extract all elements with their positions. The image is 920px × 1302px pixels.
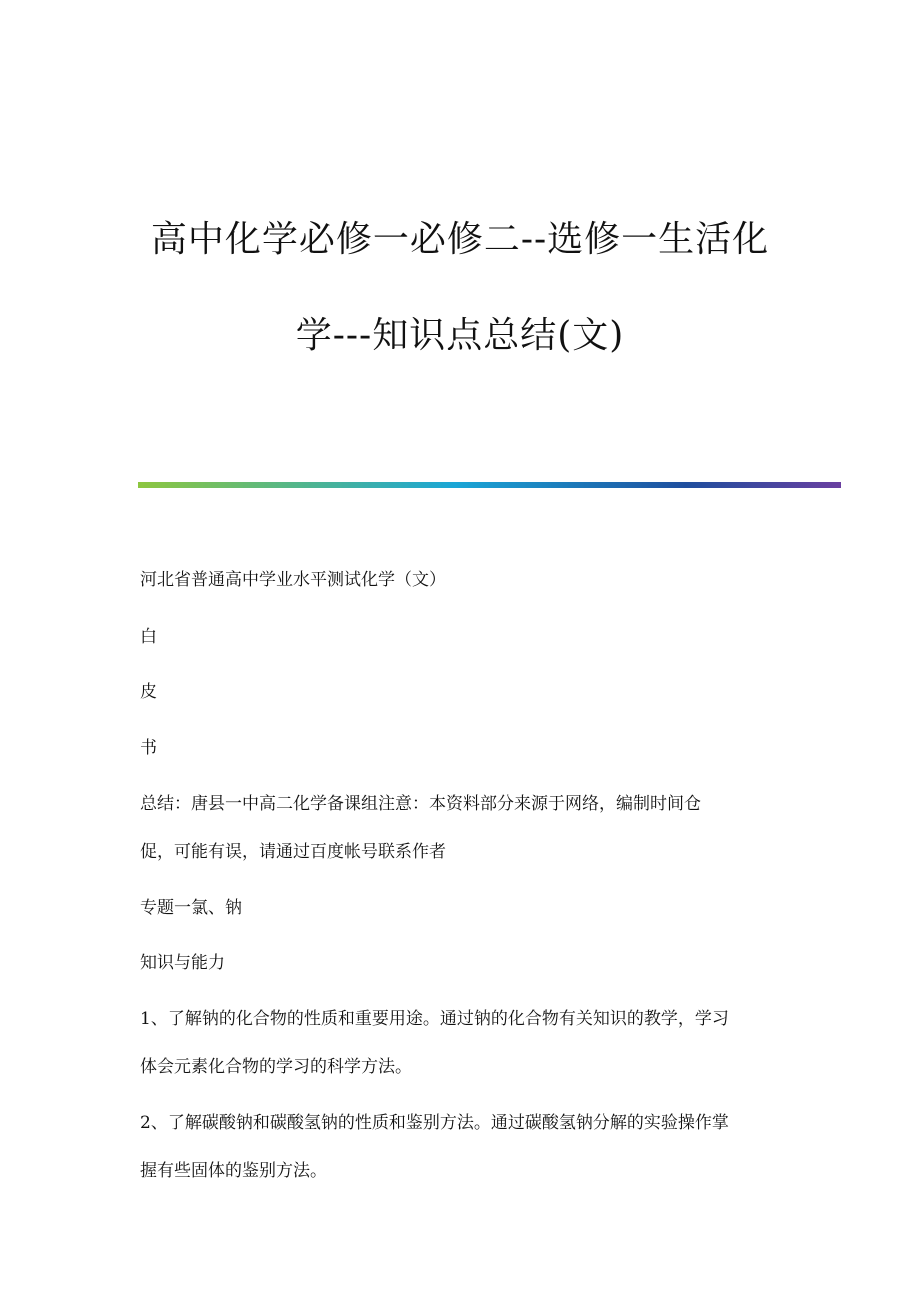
list-item-2-line-2: 握有些固体的鉴别方法。 [140,1161,327,1181]
section-heading: 专题一氯、钠 [140,898,242,918]
list-item-1-line-1: 1、了解钠的化合物的性质和重要用途。通过钠的化合物有关知识的教学，学习 [140,1009,729,1029]
document-title-line-2: 学---知识点总结(文) [295,315,625,356]
gradient-divider [138,482,841,488]
subsection-heading: 知识与能力 [140,953,225,973]
list-item-2-line-1: 2、了解碳酸钠和碳酸氢钠的性质和鉴别方法。通过碳酸氢钠分解的实验操作掌 [140,1113,729,1133]
document-title-line-1: 高中化学必修一必修二--选修一生活化 [150,219,770,260]
text-line: 皮 [140,682,157,702]
list-item-1-line-2: 体会元素化合物的学习的科学方法。 [140,1057,412,1077]
note-paragraph-line-2: 促，可能有误，请通过百度帐号联系作者 [140,842,446,862]
subtitle-line: 河北省普通高中学业水平测试化学（文） [140,570,446,590]
note-paragraph-line-1: 总结：唐县一中高二化学备课组注意：本资料部分来源于网络，编制时间仓 [140,794,701,814]
text-line: 书 [140,738,157,758]
text-line: 白 [140,627,157,647]
